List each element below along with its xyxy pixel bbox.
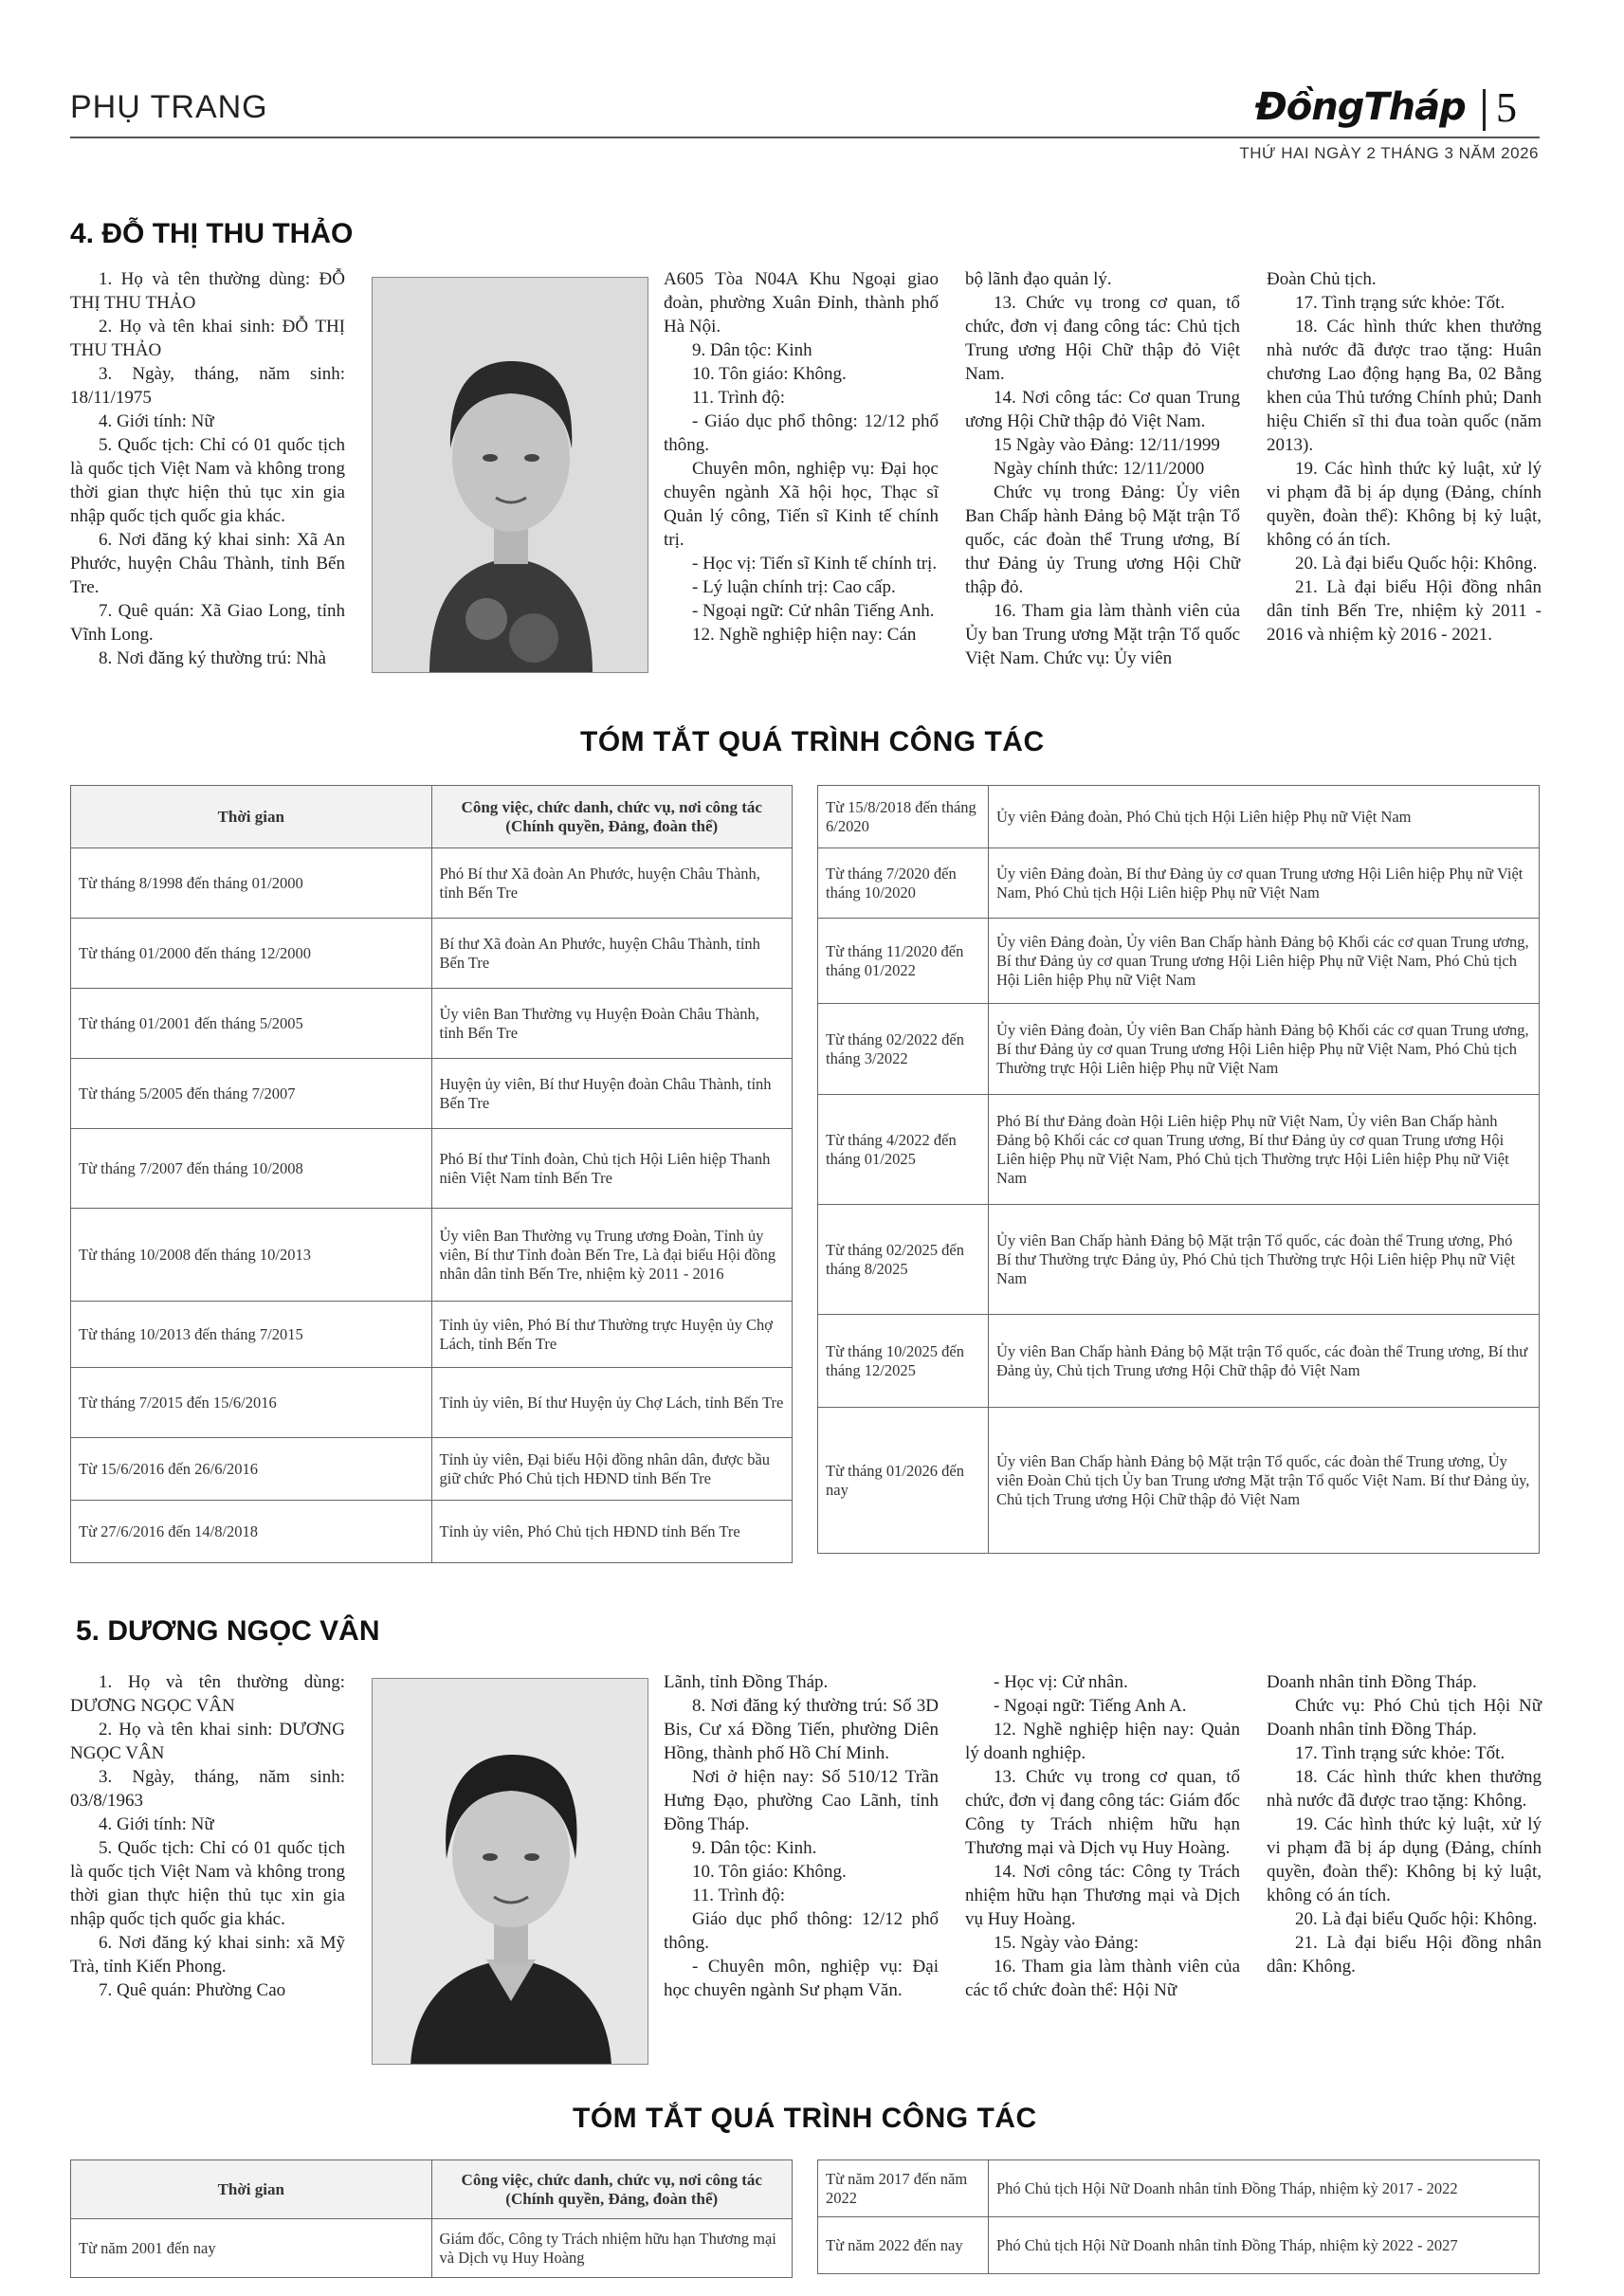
bio-item: 16. Tham gia làm thành viên của các tổ chức đoàn thể: Hội Nữ <box>965 1957 1240 2000</box>
candidate-5-career-table-left <box>70 2159 793 2278</box>
table-row <box>71 1059 793 1129</box>
bio-item: 8. Nơi đăng ký thường trú: Nhà <box>99 648 326 668</box>
table-row <box>71 919 793 989</box>
table-row <box>71 1438 793 1501</box>
row-job: Phó Bí thư Xã đoàn An Phước, huyện Châu Thành, tỉnh Bến Tre <box>431 848 793 919</box>
row-time: Từ 15/8/2018 đến tháng 6/2020 <box>818 786 989 848</box>
row-job: Ủy viên Đảng đoàn, Ủy viên Ban Chấp hành Đảng bộ Khối các cơ quan Trung ương, Bí thư Đảng ủy cơ quan Trung ương Hội Liên hiệp Phụ nữ Việt Nam, Phó Chủ tịch Thường trực Hội Liên hiệp Phụ nữ Việt Nam <box>989 1004 1540 1095</box>
row-job: Ủy viên Ban Thường vụ Huyện Đoàn Châu Thành, tỉnh Bến Tre <box>431 989 793 1059</box>
candidate-5-bio-col3 <box>965 1670 1240 2002</box>
table-row <box>818 2217 1540 2274</box>
row-time: Từ tháng 7/2015 đến 15/6/2016 <box>71 1368 432 1438</box>
table-row <box>818 1315 1540 1408</box>
row-job: Ủy viên Đảng đoàn, Phó Chủ tịch Hội Liên hiệp Phụ nữ Việt Nam <box>989 786 1540 848</box>
table-row <box>71 1302 793 1368</box>
header-time: Thời gian <box>71 2160 432 2219</box>
table-row <box>818 848 1540 919</box>
bio-item: - Chuyên môn, nghiệp vụ: Đại học chuyên ngành Sư phạm Văn. <box>664 1957 939 2000</box>
bio-item: 1. Họ và tên thường dùng: DƯƠNG NGỌC VÂN <box>70 1672 345 1716</box>
row-time: Từ tháng 01/2000 đến tháng 12/2000 <box>71 919 432 989</box>
row-time: Từ tháng 8/1998 đến tháng 01/2000 <box>71 848 432 919</box>
table-header-row <box>71 786 793 848</box>
bio-item: Giáo dục phổ thông: 12/12 phổ thông. <box>664 1909 939 1953</box>
row-job: Ủy viên Ban Chấp hành Đảng bộ Mặt trận Tổ quốc, các đoàn thể Trung ương, Ủy viên Đoàn Chủ tịch Ủy ban Trung ương Mặt trận Tổ quốc Việt Nam. Bí thư Đảng ủy, Chủ tịch Trung ương Hội Chữ thập đỏ Việt Nam <box>989 1408 1540 1554</box>
row-job: Tỉnh ủy viên, Bí thư Huyện ủy Chợ Lách, tỉnh Bến Tre <box>431 1368 793 1438</box>
header-job-line1: Công việc, chức danh, chức vụ, nơi công tác <box>461 2170 762 2189</box>
bio-item: 15. Ngày vào Đảng: <box>994 1933 1140 1953</box>
portrait-image <box>373 278 648 673</box>
bio-item: 3. Ngày, tháng, năm sinh: 18/11/1975 <box>70 364 345 408</box>
bio-item: 12. Nghề nghiệp hiện nay: Cán <box>692 625 917 645</box>
candidate-5-career-table-right <box>817 2159 1540 2274</box>
bio-item: 5. Quốc tịch: Chỉ có 01 quốc tịch là quốc tịch Việt Nam và không trong thời gian thực hiện thủ tục xin gia nhập quốc tịch quốc gia khác. <box>70 435 345 526</box>
bio-item: 21. Là đại biểu Hội đồng nhân dân tỉnh Bến Tre, nhiệm kỳ 2011 - 2016 và nhiệm kỳ 2016 - 2021. <box>1267 577 1542 645</box>
row-time: Từ 27/6/2016 đến 14/8/2018 <box>71 1501 432 1563</box>
logo-divider <box>1483 89 1486 131</box>
bio-item: 21. Là đại biểu Hội đồng nhân dân: Không. <box>1267 1933 1542 1977</box>
issue-date: THỨ HAI NGÀY 2 THÁNG 3 NĂM 2026 <box>1239 144 1539 162</box>
bio-item: 10. Tôn giáo: Không. <box>692 1862 847 1882</box>
bio-item: 15 Ngày vào Đảng: 12/11/1999 <box>994 435 1220 455</box>
row-time: Từ tháng 10/2013 đến tháng 7/2015 <box>71 1302 432 1368</box>
bio-item: Nơi ở hiện nay: Số 510/12 Trần Hưng Đạo, phường Cao Lãnh, tỉnh Đồng Tháp. <box>664 1767 939 1834</box>
bio-item: Đoàn Chủ tịch. <box>1267 269 1377 289</box>
table-row <box>71 1209 793 1302</box>
bio-item: 7. Quê quán: Xã Giao Long, tỉnh Vĩnh Long. <box>70 601 345 645</box>
row-time: Từ tháng 4/2022 đến tháng 01/2025 <box>818 1095 989 1205</box>
portrait-image <box>373 1679 648 2065</box>
bio-item: - Ngoại ngữ: Tiếng Anh A. <box>994 1696 1187 1716</box>
candidate-4-bio-col2 <box>664 267 939 647</box>
row-time: Từ tháng 02/2022 đến tháng 3/2022 <box>818 1004 989 1095</box>
row-job: Bí thư Xã đoàn An Phước, huyện Châu Thành, tỉnh Bến Tre <box>431 919 793 989</box>
row-job: Giám đốc, Công ty Trách nhiệm hữu hạn Thương mại và Dịch vụ Huy Hoàng <box>431 2219 793 2278</box>
bio-item: - Lý luận chính trị: Cao cấp. <box>692 577 896 597</box>
bio-item: 4. Giới tính: Nữ <box>99 1814 214 1834</box>
candidate-5-bio-col4 <box>1267 1670 1542 1978</box>
bio-item: Chức vụ trong Đảng: Ủy viên Ban Chấp hành Đảng bộ Mặt trận Tổ quốc, các đoàn thể Trung ương, Bí thư Đảng ủy Trung ương Hội Chữ thập đỏ. <box>965 483 1240 597</box>
newspaper-logo[interactable]: ĐồngTháp <box>1255 85 1466 129</box>
candidate-4-bio-col3 <box>965 267 1240 670</box>
row-job: Phó Chủ tịch Hội Nữ Doanh nhân tỉnh Đồng Tháp, nhiệm kỳ 2022 - 2027 <box>989 2217 1540 2274</box>
row-time: Từ tháng 7/2020 đến tháng 10/2020 <box>818 848 989 919</box>
row-time: Từ tháng 01/2001 đến tháng 5/2005 <box>71 989 432 1059</box>
bio-item: - Giáo dục phổ thông: 12/12 phổ thông. <box>664 411 939 455</box>
row-job: Tỉnh ủy viên, Đại biểu Hội đồng nhân dân, được bầu giữ chức Phó Chủ tịch HĐND tỉnh Bến Tre <box>431 1438 793 1501</box>
bio-item: 4. Giới tính: Nữ <box>99 411 214 431</box>
page-number: 5 <box>1496 84 1517 131</box>
bio-item: 7. Quê quán: Phường Cao <box>99 1980 286 2000</box>
row-job: Ủy viên Ban Thường vụ Trung ương Đoàn, Tỉnh ủy viên, Bí thư Tỉnh đoàn Bến Tre, Là đại biểu Hội đồng nhân dân tỉnh Bến Tre, nhiệm kỳ 2011 - 2016 <box>431 1209 793 1302</box>
candidate-4-heading: 4. ĐỖ THỊ THU THẢO <box>70 218 354 249</box>
bio-item: Chức vụ: Phó Chủ tịch Hội Nữ Doanh nhân tỉnh Đồng Tháp. <box>1267 1696 1542 1740</box>
candidate-4-summary-title: TÓM TẮT QUÁ TRÌNH CÔNG TÁC <box>580 726 1045 757</box>
bio-item: 13. Chức vụ trong cơ quan, tổ chức, đơn vị đang công tác: Giám đốc Công ty Trách nhiệm hữu hạn Thương mại và Dịch vụ Huy Hoàng. <box>965 1767 1240 1858</box>
row-time: Từ tháng 11/2020 đến tháng 01/2022 <box>818 919 989 1004</box>
bio-item: 18. Các hình thức khen thưởng nhà nước đã được trao tặng: Không. <box>1267 1767 1542 1811</box>
bio-item: 11. Trình độ: <box>692 388 786 408</box>
bio-item: 9. Dân tộc: Kinh. <box>692 1838 817 1858</box>
table-row <box>71 1368 793 1438</box>
bio-item: - Học vị: Tiến sĩ Kinh tế chính trị. <box>692 554 938 574</box>
bio-item: 17. Tình trạng sức khỏe: Tốt. <box>1295 1743 1505 1763</box>
bio-item: 2. Họ và tên khai sinh: DƯƠNG NGỌC VÂN <box>70 1720 345 1763</box>
row-time: Từ tháng 5/2005 đến tháng 7/2007 <box>71 1059 432 1129</box>
candidate-4-bio-col4 <box>1267 267 1542 647</box>
table-row <box>818 2160 1540 2217</box>
table-row <box>71 1501 793 1563</box>
row-job: Ủy viên Ban Chấp hành Đảng bộ Mặt trận Tổ quốc, các đoàn thể Trung ương, Phó Bí thư Thường trực Đảng ủy, Phó Chủ tịch Thường trực Hội Liên hiệp Phụ nữ Việt Nam <box>989 1205 1540 1315</box>
table-row <box>71 848 793 919</box>
bio-item: 5. Quốc tịch: Chỉ có 01 quốc tịch là quốc tịch Việt Nam và không trong thời gian thực hiện thủ tục xin gia nhập quốc tịch quốc gia khác. <box>70 1838 345 1929</box>
row-time: Từ tháng 01/2026 đến nay <box>818 1408 989 1554</box>
bio-item: 6. Nơi đăng ký khai sinh: Xã An Phước, huyện Châu Thành, tỉnh Bến Tre. <box>70 530 345 597</box>
header-job-line1: Công việc, chức danh, chức vụ, nơi công tác <box>461 797 762 816</box>
candidate-4-career-table-left <box>70 785 793 1563</box>
row-time: Từ năm 2022 đến nay <box>818 2217 989 2274</box>
bio-item: 2. Họ và tên khai sinh: ĐỖ THỊ THU THẢO <box>70 317 345 360</box>
bio-item: Ngày chính thức: 12/11/2000 <box>994 459 1205 479</box>
bio-item: - Ngoại ngữ: Cử nhân Tiếng Anh. <box>692 601 935 621</box>
candidate-5-summary-title: TÓM TẮT QUÁ TRÌNH CÔNG TÁC <box>573 2103 1037 2134</box>
bio-item: 11. Trình độ: <box>692 1886 786 1905</box>
table-header-row <box>71 2160 793 2219</box>
bio-item: bộ lãnh đạo quản lý. <box>965 269 1112 289</box>
candidate-4-career-table-right <box>817 785 1540 1554</box>
table-row <box>818 1004 1540 1095</box>
bio-item: Lãnh, tỉnh Đồng Tháp. <box>664 1672 829 1692</box>
table-row <box>818 1205 1540 1315</box>
bio-item: 17. Tình trạng sức khỏe: Tốt. <box>1295 293 1505 313</box>
row-job: Phó Bí thư Đảng đoàn Hội Liên hiệp Phụ nữ Việt Nam, Ủy viên Ban Chấp hành Đảng bộ Khối các cơ quan Trung ương, Bí thư Đảng ủy cơ quan Trung ương Hội Liên hiệp Phụ nữ Việt Nam, Phó Chủ tịch Thường trực Hội Liên hiệp Phụ nữ Việt Nam <box>989 1095 1540 1205</box>
header-job-line2: (Chính quyền, Đảng, đoàn thể) <box>505 816 719 835</box>
row-job: Phó Bí thư Tỉnh đoàn, Chủ tịch Hội Liên hiệp Thanh niên Việt Nam tỉnh Bến Tre <box>431 1129 793 1209</box>
bio-item: Doanh nhân tỉnh Đồng Tháp. <box>1267 1672 1477 1692</box>
candidate-4-bio-col1 <box>70 267 345 670</box>
table-row <box>71 2219 793 2278</box>
table-row <box>818 1095 1540 1205</box>
candidate-5-heading: 5. DƯƠNG NGỌC VÂN <box>76 1615 380 1647</box>
bio-item: 16. Tham gia làm thành viên của Ủy ban Trung ương Mặt trận Tổ quốc Việt Nam. Chức vụ: Ủy viên <box>965 601 1240 668</box>
bio-item: 6. Nơi đăng ký khai sinh: xã Mỹ Trà, tỉnh Kiến Phong. <box>70 1933 345 1977</box>
row-job: Ủy viên Đảng đoàn, Ủy viên Ban Chấp hành Đảng bộ Khối các cơ quan Trung ương, Bí thư Đảng ủy cơ quan Trung ương Hội Liên hiệp Phụ nữ Việt Nam, Phó Chủ tịch Hội Liên hiệp Phụ nữ Việt Nam <box>989 919 1540 1004</box>
row-job: Phó Chủ tịch Hội Nữ Doanh nhân tỉnh Đồng Tháp, nhiệm kỳ 2017 - 2022 <box>989 2160 1540 2217</box>
table-row <box>71 1129 793 1209</box>
row-time: Từ tháng 10/2025 đến tháng 12/2025 <box>818 1315 989 1408</box>
header-job <box>431 786 793 848</box>
row-job: Tỉnh ủy viên, Phó Chủ tịch HĐND tỉnh Bến Tre <box>431 1501 793 1563</box>
bio-item: 20. Là đại biểu Quốc hội: Không. <box>1295 554 1538 574</box>
row-time: Từ tháng 10/2008 đến tháng 10/2013 <box>71 1209 432 1302</box>
table-row <box>818 786 1540 848</box>
header-rule <box>70 137 1540 138</box>
row-job: Tỉnh ủy viên, Phó Bí thư Thường trực Huyện ủy Chợ Lách, tỉnh Bến Tre <box>431 1302 793 1368</box>
table-row <box>818 919 1540 1004</box>
bio-item: 10. Tôn giáo: Không. <box>692 364 847 384</box>
table-row <box>818 1408 1540 1554</box>
header-job-line2: (Chính quyền, Đảng, đoàn thể) <box>505 2189 719 2208</box>
table-row <box>71 989 793 1059</box>
candidate-5-bio-col2 <box>664 1670 939 2002</box>
row-job: Ủy viên Ban Chấp hành Đảng bộ Mặt trận Tổ quốc, các đoàn thể Trung ương, Bí thư Đảng ủy, Chủ tịch Trung ương Hội Chữ thập đỏ Việt Nam <box>989 1315 1540 1408</box>
row-time: Từ 15/6/2016 đến 26/6/2016 <box>71 1438 432 1501</box>
bio-item: 1. Họ và tên thường dùng: ĐỖ THỊ THU THẢO <box>70 269 345 313</box>
row-job: Ủy viên Đảng đoàn, Bí thư Đảng ủy cơ quan Trung ương Hội Liên hiệp Phụ nữ Việt Nam, Phó Chủ tịch Hội Liên hiệp Phụ nữ Việt Nam <box>989 848 1540 919</box>
bio-item: 13. Chức vụ trong cơ quan, tổ chức, đơn vị đang công tác: Chủ tịch Trung ương Hội Chữ thập đỏ Việt Nam. <box>965 293 1240 384</box>
candidate-5-portrait <box>372 1678 648 2065</box>
candidate-4-portrait <box>372 277 648 673</box>
bio-item: 19. Các hình thức kỷ luật, xử lý vi phạm đã bị áp dụng (Đảng, chính quyền, đoàn thể): Không bị kỷ luật, không có án tích. <box>1267 1814 1542 1905</box>
candidate-5-bio-col1 <box>70 1670 345 2002</box>
bio-item: 8. Nơi đăng ký thường trú: Số 3D Bis, Cư xá Đồng Tiến, phường Diên Hồng, thành phố Hồ Chí Minh. <box>664 1696 939 1763</box>
header-time: Thời gian <box>71 786 432 848</box>
row-time: Từ năm 2001 đến nay <box>71 2219 432 2278</box>
bio-item: 14. Nơi công tác: Cơ quan Trung ương Hội Chữ thập đỏ Việt Nam. <box>965 388 1240 431</box>
bio-item: - Học vị: Cử nhân. <box>994 1672 1128 1692</box>
bio-item: 14. Nơi công tác: Công ty Trách nhiệm hữu hạn Thương mại và Dịch vụ Huy Hoàng. <box>965 1862 1240 1929</box>
row-time: Từ tháng 02/2025 đến tháng 8/2025 <box>818 1205 989 1315</box>
bio-item: 12. Nghề nghiệp hiện nay: Quản lý doanh nghiệp. <box>965 1720 1240 1763</box>
bio-item: 9. Dân tộc: Kinh <box>692 340 812 360</box>
bio-item: A605 Tòa N04A Khu Ngoại giao đoàn, phường Xuân Đỉnh, thành phố Hà Nội. <box>664 269 939 337</box>
bio-item: 19. Các hình thức kỷ luật, xử lý vi phạm đã bị áp dụng (Đảng, chính quyền, đoàn thể): Không bị kỷ luật, không có án tích. <box>1267 459 1542 550</box>
bio-item: 3. Ngày, tháng, năm sinh: 03/8/1963 <box>70 1767 345 1811</box>
bio-item: Chuyên môn, nghiệp vụ: Đại học chuyên ngành Xã hội học, Thạc sĩ Quản lý công, Tiến sĩ Kinh tế chính trị. <box>664 459 939 550</box>
row-time: Từ năm 2017 đến năm 2022 <box>818 2160 989 2217</box>
row-job: Huyện ủy viên, Bí thư Huyện đoàn Châu Thành, tỉnh Bến Tre <box>431 1059 793 1129</box>
header-job <box>431 2160 793 2219</box>
bio-item: 18. Các hình thức khen thưởng nhà nước đã được trao tặng: Huân chương Lao động hạng Ba, 02 Bằng khen của Thủ tướng Chính phủ; Danh hiệu Chiến sĩ thi đua toàn quốc (năm 2013). <box>1267 317 1542 455</box>
bio-item: 20. Là đại biểu Quốc hội: Không. <box>1295 1909 1538 1929</box>
row-time: Từ tháng 7/2007 đến tháng 10/2008 <box>71 1129 432 1209</box>
section-name: PHỤ TRANG <box>70 89 268 125</box>
